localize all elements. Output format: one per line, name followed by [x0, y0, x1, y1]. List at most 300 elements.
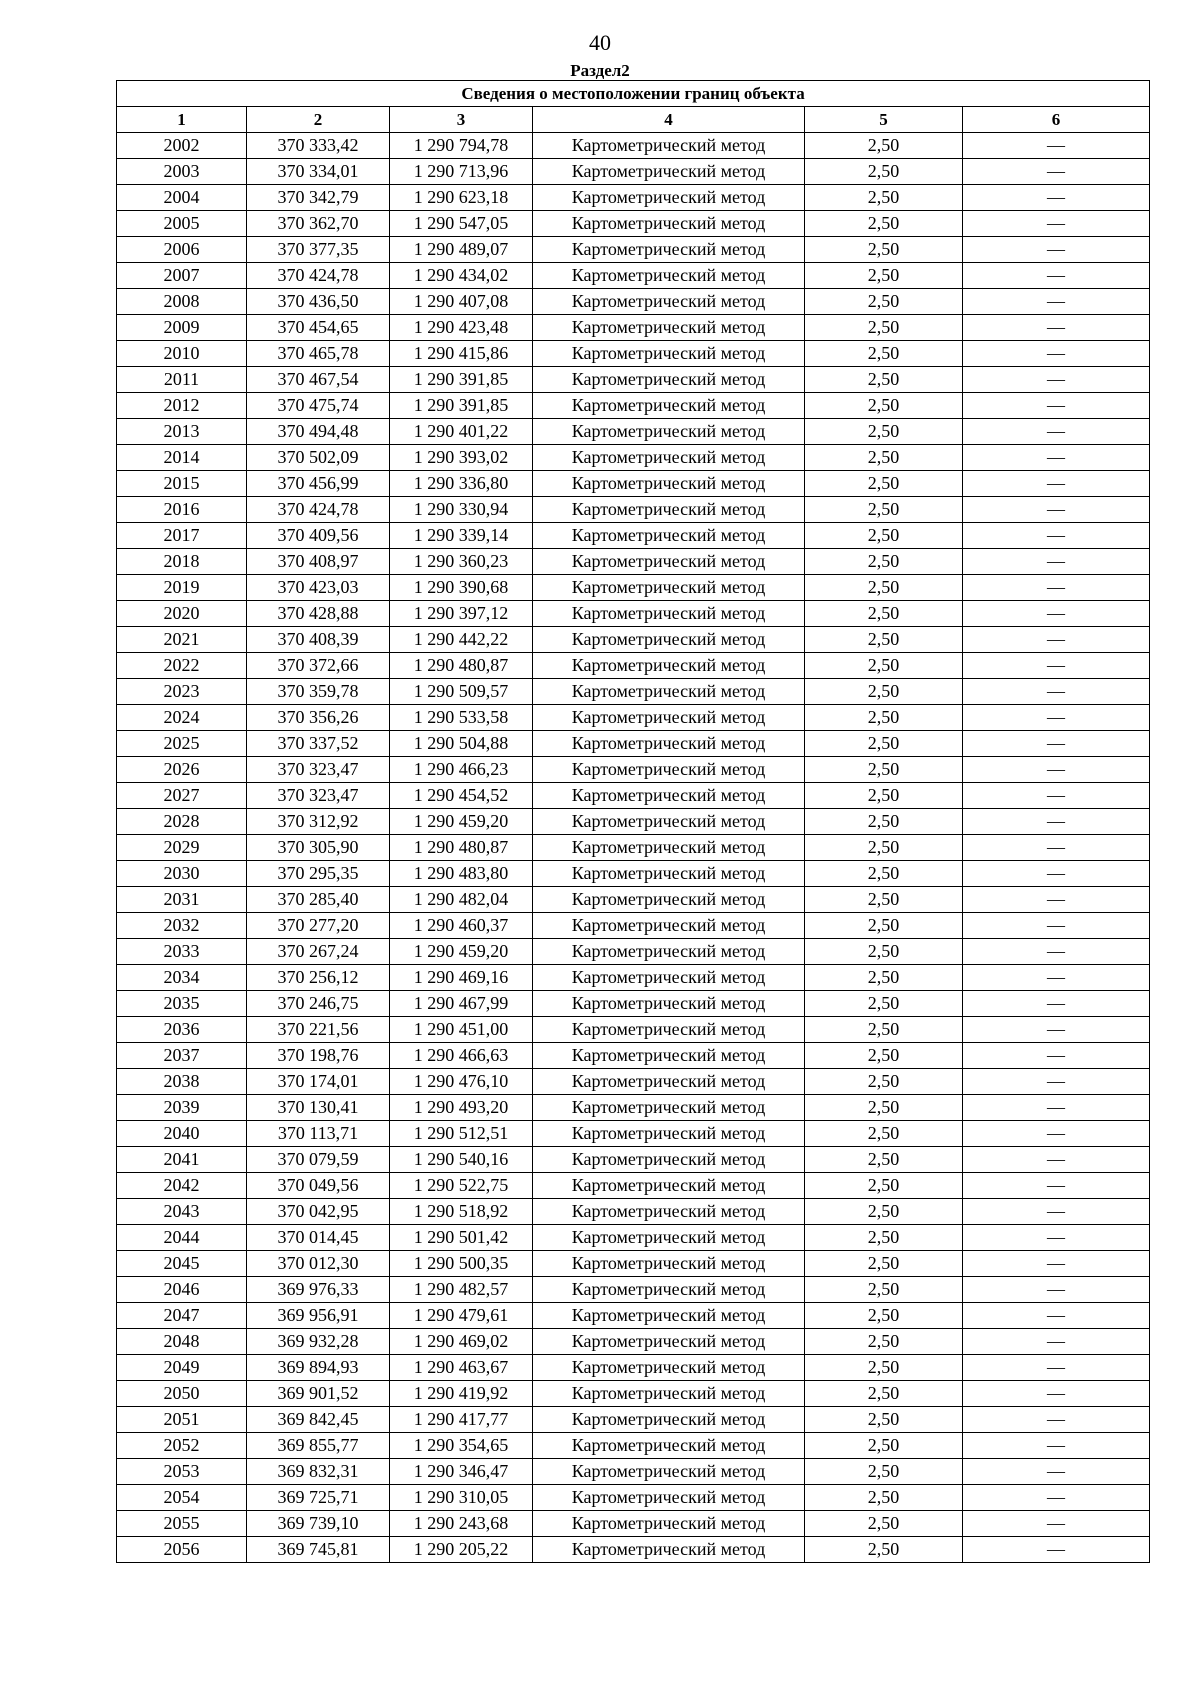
x-coordinate-cell: 370 408,39	[247, 627, 390, 653]
x-coordinate-cell: 370 312,92	[247, 809, 390, 835]
accuracy-cell: 2,50	[805, 1043, 963, 1069]
accuracy-cell: 2,50	[805, 627, 963, 653]
table-row	[117, 1407, 1150, 1433]
x-coordinate-cell: 369 932,28	[247, 1329, 390, 1355]
accuracy-cell: 2,50	[805, 185, 963, 211]
x-coordinate-cell: 369 894,93	[247, 1355, 390, 1381]
point-number-cell: 2051	[117, 1407, 247, 1433]
accuracy-cell: 2,50	[805, 1147, 963, 1173]
method-cell: Картометрический метод	[533, 341, 805, 367]
table-row	[117, 1199, 1150, 1225]
x-coordinate-cell: 369 976,33	[247, 1277, 390, 1303]
table-row	[117, 1173, 1150, 1199]
x-coordinate-cell: 370 049,56	[247, 1173, 390, 1199]
y-coordinate-cell: 1 290 346,47	[390, 1459, 533, 1485]
point-number-cell: 2044	[117, 1225, 247, 1251]
x-coordinate-cell: 369 956,91	[247, 1303, 390, 1329]
x-coordinate-cell: 370 256,12	[247, 965, 390, 991]
accuracy-cell: 2,50	[805, 341, 963, 367]
x-coordinate-cell: 370 221,56	[247, 1017, 390, 1043]
point-number-cell: 2018	[117, 549, 247, 575]
point-number-cell: 2011	[117, 367, 247, 393]
y-coordinate-cell: 1 290 415,86	[390, 341, 533, 367]
method-cell: Картометрический метод	[533, 601, 805, 627]
point-number-cell: 2050	[117, 1381, 247, 1407]
method-cell: Картометрический метод	[533, 965, 805, 991]
column-header: 3	[390, 107, 533, 133]
y-coordinate-cell: 1 290 522,75	[390, 1173, 533, 1199]
method-cell: Картометрический метод	[533, 913, 805, 939]
y-coordinate-cell: 1 290 476,10	[390, 1069, 533, 1095]
point-number-cell: 2046	[117, 1277, 247, 1303]
y-coordinate-cell: 1 290 419,92	[390, 1381, 533, 1407]
accuracy-cell: 2,50	[805, 913, 963, 939]
description-cell: —	[963, 237, 1150, 263]
description-cell: —	[963, 289, 1150, 315]
method-cell: Картометрический метод	[533, 1173, 805, 1199]
x-coordinate-cell: 370 277,20	[247, 913, 390, 939]
x-coordinate-cell: 370 502,09	[247, 445, 390, 471]
method-cell: Картометрический метод	[533, 809, 805, 835]
y-coordinate-cell: 1 290 512,51	[390, 1121, 533, 1147]
table-row	[117, 523, 1150, 549]
description-cell: —	[963, 861, 1150, 887]
accuracy-cell: 2,50	[805, 445, 963, 471]
method-cell: Картометрический метод	[533, 497, 805, 523]
y-coordinate-cell: 1 290 547,05	[390, 211, 533, 237]
x-coordinate-cell: 370 334,01	[247, 159, 390, 185]
method-cell: Картометрический метод	[533, 185, 805, 211]
description-cell: —	[963, 1173, 1150, 1199]
table-row	[117, 1355, 1150, 1381]
method-cell: Картометрический метод	[533, 1147, 805, 1173]
point-number-cell: 2038	[117, 1069, 247, 1095]
description-cell: —	[963, 731, 1150, 757]
table-row	[117, 1485, 1150, 1511]
method-cell: Картометрический метод	[533, 1199, 805, 1225]
point-number-cell: 2004	[117, 185, 247, 211]
method-cell: Картометрический метод	[533, 679, 805, 705]
point-number-cell: 2033	[117, 939, 247, 965]
accuracy-cell: 2,50	[805, 1303, 963, 1329]
method-cell: Картометрический метод	[533, 1225, 805, 1251]
accuracy-cell: 2,50	[805, 757, 963, 783]
table-caption: Сведения о местоположении границ объекта	[117, 81, 1150, 107]
y-coordinate-cell: 1 290 243,68	[390, 1511, 533, 1537]
x-coordinate-cell: 370 130,41	[247, 1095, 390, 1121]
column-header: 1	[117, 107, 247, 133]
table-row	[117, 237, 1150, 263]
description-cell: —	[963, 757, 1150, 783]
description-cell: —	[963, 133, 1150, 159]
accuracy-cell: 2,50	[805, 861, 963, 887]
point-number-cell: 2025	[117, 731, 247, 757]
description-cell: —	[963, 1225, 1150, 1251]
table-caption-row	[117, 81, 1150, 107]
point-number-cell: 2034	[117, 965, 247, 991]
point-number-cell: 2007	[117, 263, 247, 289]
y-coordinate-cell: 1 290 205,22	[390, 1537, 533, 1563]
y-coordinate-cell: 1 290 442,22	[390, 627, 533, 653]
point-number-cell: 2042	[117, 1173, 247, 1199]
x-coordinate-cell: 370 423,03	[247, 575, 390, 601]
table-row	[117, 497, 1150, 523]
table-row	[117, 939, 1150, 965]
description-cell: —	[963, 1537, 1150, 1563]
method-cell: Картометрический метод	[533, 939, 805, 965]
accuracy-cell: 2,50	[805, 1251, 963, 1277]
x-coordinate-cell: 370 337,52	[247, 731, 390, 757]
table-row	[117, 991, 1150, 1017]
method-cell: Картометрический метод	[533, 627, 805, 653]
description-cell: —	[963, 783, 1150, 809]
method-cell: Картометрический метод	[533, 393, 805, 419]
column-header: 2	[247, 107, 390, 133]
method-cell: Картометрический метод	[533, 1095, 805, 1121]
description-cell: —	[963, 445, 1150, 471]
point-number-cell: 2031	[117, 887, 247, 913]
method-cell: Картометрический метод	[533, 159, 805, 185]
method-cell: Картометрический метод	[533, 263, 805, 289]
x-coordinate-cell: 369 739,10	[247, 1511, 390, 1537]
table-row	[117, 341, 1150, 367]
description-cell: —	[963, 705, 1150, 731]
x-coordinate-cell: 370 428,88	[247, 601, 390, 627]
x-coordinate-cell: 370 454,65	[247, 315, 390, 341]
accuracy-cell: 2,50	[805, 393, 963, 419]
accuracy-cell: 2,50	[805, 783, 963, 809]
y-coordinate-cell: 1 290 467,99	[390, 991, 533, 1017]
point-number-cell: 2055	[117, 1511, 247, 1537]
x-coordinate-cell: 370 424,78	[247, 497, 390, 523]
description-cell: —	[963, 965, 1150, 991]
method-cell: Картометрический метод	[533, 861, 805, 887]
accuracy-cell: 2,50	[805, 809, 963, 835]
y-coordinate-cell: 1 290 501,42	[390, 1225, 533, 1251]
point-number-cell: 2012	[117, 393, 247, 419]
point-number-cell: 2029	[117, 835, 247, 861]
point-number-cell: 2026	[117, 757, 247, 783]
method-cell: Картометрический метод	[533, 289, 805, 315]
description-cell: —	[963, 1251, 1150, 1277]
table-row	[117, 1511, 1150, 1537]
method-cell: Картометрический метод	[533, 367, 805, 393]
description-cell: —	[963, 1043, 1150, 1069]
table-header-row	[117, 107, 1150, 133]
y-coordinate-cell: 1 290 459,20	[390, 939, 533, 965]
y-coordinate-cell: 1 290 489,07	[390, 237, 533, 263]
y-coordinate-cell: 1 290 518,92	[390, 1199, 533, 1225]
y-coordinate-cell: 1 290 459,20	[390, 809, 533, 835]
table-row	[117, 1433, 1150, 1459]
table-row	[117, 1069, 1150, 1095]
x-coordinate-cell: 370 246,75	[247, 991, 390, 1017]
description-cell: —	[963, 1485, 1150, 1511]
y-coordinate-cell: 1 290 504,88	[390, 731, 533, 757]
point-number-cell: 2015	[117, 471, 247, 497]
x-coordinate-cell: 370 377,35	[247, 237, 390, 263]
accuracy-cell: 2,50	[805, 1173, 963, 1199]
accuracy-cell: 2,50	[805, 1511, 963, 1537]
description-cell: —	[963, 1095, 1150, 1121]
description-cell: —	[963, 913, 1150, 939]
method-cell: Картометрический метод	[533, 1121, 805, 1147]
method-cell: Картометрический метод	[533, 1069, 805, 1095]
table-row	[117, 367, 1150, 393]
point-number-cell: 2008	[117, 289, 247, 315]
description-cell: —	[963, 1433, 1150, 1459]
accuracy-cell: 2,50	[805, 1381, 963, 1407]
accuracy-cell: 2,50	[805, 653, 963, 679]
y-coordinate-cell: 1 290 397,12	[390, 601, 533, 627]
y-coordinate-cell: 1 290 479,61	[390, 1303, 533, 1329]
table-row	[117, 887, 1150, 913]
y-coordinate-cell: 1 290 469,16	[390, 965, 533, 991]
y-coordinate-cell: 1 290 336,80	[390, 471, 533, 497]
table-row	[117, 1537, 1150, 1563]
description-cell: —	[963, 471, 1150, 497]
x-coordinate-cell: 369 725,71	[247, 1485, 390, 1511]
description-cell: —	[963, 1147, 1150, 1173]
method-cell: Картометрический метод	[533, 1303, 805, 1329]
table-row	[117, 315, 1150, 341]
x-coordinate-cell: 370 475,74	[247, 393, 390, 419]
description-cell: —	[963, 653, 1150, 679]
column-header: 5	[805, 107, 963, 133]
y-coordinate-cell: 1 290 466,23	[390, 757, 533, 783]
accuracy-cell: 2,50	[805, 1485, 963, 1511]
method-cell: Картометрический метод	[533, 1459, 805, 1485]
accuracy-cell: 2,50	[805, 523, 963, 549]
description-cell: —	[963, 523, 1150, 549]
x-coordinate-cell: 370 436,50	[247, 289, 390, 315]
description-cell: —	[963, 263, 1150, 289]
x-coordinate-cell: 370 424,78	[247, 263, 390, 289]
accuracy-cell: 2,50	[805, 1459, 963, 1485]
table-row	[117, 1017, 1150, 1043]
accuracy-cell: 2,50	[805, 835, 963, 861]
description-cell: —	[963, 1277, 1150, 1303]
x-coordinate-cell: 370 079,59	[247, 1147, 390, 1173]
point-number-cell: 2017	[117, 523, 247, 549]
y-coordinate-cell: 1 290 330,94	[390, 497, 533, 523]
table-row	[117, 393, 1150, 419]
accuracy-cell: 2,50	[805, 237, 963, 263]
method-cell: Картометрический метод	[533, 1511, 805, 1537]
accuracy-cell: 2,50	[805, 289, 963, 315]
y-coordinate-cell: 1 290 360,23	[390, 549, 533, 575]
x-coordinate-cell: 370 409,56	[247, 523, 390, 549]
table-row	[117, 1381, 1150, 1407]
point-number-cell: 2016	[117, 497, 247, 523]
point-number-cell: 2003	[117, 159, 247, 185]
point-number-cell: 2048	[117, 1329, 247, 1355]
y-coordinate-cell: 1 290 390,68	[390, 575, 533, 601]
accuracy-cell: 2,50	[805, 1277, 963, 1303]
table-row	[117, 471, 1150, 497]
accuracy-cell: 2,50	[805, 1199, 963, 1225]
point-number-cell: 2053	[117, 1459, 247, 1485]
y-coordinate-cell: 1 290 469,02	[390, 1329, 533, 1355]
y-coordinate-cell: 1 290 310,05	[390, 1485, 533, 1511]
method-cell: Картометрический метод	[533, 1537, 805, 1563]
method-cell: Картометрический метод	[533, 575, 805, 601]
section-title: Раздел2	[570, 61, 630, 80]
x-coordinate-cell: 370 333,42	[247, 133, 390, 159]
description-cell: —	[963, 1303, 1150, 1329]
method-cell: Картометрический метод	[533, 731, 805, 757]
accuracy-cell: 2,50	[805, 705, 963, 731]
x-coordinate-cell: 370 014,45	[247, 1225, 390, 1251]
point-number-cell: 2020	[117, 601, 247, 627]
y-coordinate-cell: 1 290 354,65	[390, 1433, 533, 1459]
accuracy-cell: 2,50	[805, 1355, 963, 1381]
point-number-cell: 2023	[117, 679, 247, 705]
description-cell: —	[963, 627, 1150, 653]
description-cell: —	[963, 1511, 1150, 1537]
method-cell: Картометрический метод	[533, 783, 805, 809]
x-coordinate-cell: 370 174,01	[247, 1069, 390, 1095]
description-cell: —	[963, 1459, 1150, 1485]
point-number-cell: 2021	[117, 627, 247, 653]
description-cell: —	[963, 887, 1150, 913]
y-coordinate-cell: 1 290 500,35	[390, 1251, 533, 1277]
table-row	[117, 133, 1150, 159]
table-row	[117, 1459, 1150, 1485]
boundary-coordinates-table	[116, 80, 1150, 1563]
accuracy-cell: 2,50	[805, 887, 963, 913]
x-coordinate-cell: 370 295,35	[247, 861, 390, 887]
accuracy-cell: 2,50	[805, 731, 963, 757]
accuracy-cell: 2,50	[805, 575, 963, 601]
point-number-cell: 2013	[117, 419, 247, 445]
accuracy-cell: 2,50	[805, 549, 963, 575]
point-number-cell: 2022	[117, 653, 247, 679]
table-row	[117, 731, 1150, 757]
description-cell: —	[963, 1381, 1150, 1407]
method-cell: Картометрический метод	[533, 1433, 805, 1459]
point-number-cell: 2045	[117, 1251, 247, 1277]
description-cell: —	[963, 601, 1150, 627]
method-cell: Картометрический метод	[533, 705, 805, 731]
description-cell: —	[963, 1329, 1150, 1355]
method-cell: Картометрический метод	[533, 1485, 805, 1511]
y-coordinate-cell: 1 290 434,02	[390, 263, 533, 289]
x-coordinate-cell: 370 465,78	[247, 341, 390, 367]
y-coordinate-cell: 1 290 509,57	[390, 679, 533, 705]
accuracy-cell: 2,50	[805, 159, 963, 185]
point-number-cell: 2052	[117, 1433, 247, 1459]
table-row	[117, 757, 1150, 783]
description-cell: —	[963, 679, 1150, 705]
point-number-cell: 2005	[117, 211, 247, 237]
description-cell: —	[963, 991, 1150, 1017]
method-cell: Картометрический метод	[533, 1329, 805, 1355]
point-number-cell: 2028	[117, 809, 247, 835]
table-row	[117, 445, 1150, 471]
point-number-cell: 2037	[117, 1043, 247, 1069]
table-row	[117, 419, 1150, 445]
description-cell: —	[963, 1017, 1150, 1043]
description-cell: —	[963, 367, 1150, 393]
table-row	[117, 653, 1150, 679]
table-body	[117, 133, 1150, 1563]
method-cell: Картометрический метод	[533, 1017, 805, 1043]
point-number-cell: 2030	[117, 861, 247, 887]
table-row	[117, 1329, 1150, 1355]
point-number-cell: 2035	[117, 991, 247, 1017]
column-header: 6	[963, 107, 1150, 133]
y-coordinate-cell: 1 290 407,08	[390, 289, 533, 315]
accuracy-cell: 2,50	[805, 991, 963, 1017]
accuracy-cell: 2,50	[805, 1537, 963, 1563]
x-coordinate-cell: 370 323,47	[247, 757, 390, 783]
y-coordinate-cell: 1 290 393,02	[390, 445, 533, 471]
table-row	[117, 601, 1150, 627]
x-coordinate-cell: 370 113,71	[247, 1121, 390, 1147]
method-cell: Картометрический метод	[533, 419, 805, 445]
y-coordinate-cell: 1 290 339,14	[390, 523, 533, 549]
table-row	[117, 1251, 1150, 1277]
table-row	[117, 1147, 1150, 1173]
description-cell: —	[963, 1069, 1150, 1095]
point-number-cell: 2036	[117, 1017, 247, 1043]
y-coordinate-cell: 1 290 493,20	[390, 1095, 533, 1121]
description-cell: —	[963, 159, 1150, 185]
y-coordinate-cell: 1 290 482,04	[390, 887, 533, 913]
method-cell: Картометрический метод	[533, 757, 805, 783]
y-coordinate-cell: 1 290 713,96	[390, 159, 533, 185]
accuracy-cell: 2,50	[805, 601, 963, 627]
point-number-cell: 2002	[117, 133, 247, 159]
method-cell: Картометрический метод	[533, 133, 805, 159]
x-coordinate-cell: 370 362,70	[247, 211, 390, 237]
description-cell: —	[963, 1407, 1150, 1433]
method-cell: Картометрический метод	[533, 315, 805, 341]
point-number-cell: 2056	[117, 1537, 247, 1563]
y-coordinate-cell: 1 290 533,58	[390, 705, 533, 731]
x-coordinate-cell: 370 267,24	[247, 939, 390, 965]
point-number-cell: 2024	[117, 705, 247, 731]
table-row	[117, 679, 1150, 705]
table-row	[117, 185, 1150, 211]
y-coordinate-cell: 1 290 482,57	[390, 1277, 533, 1303]
y-coordinate-cell: 1 290 451,00	[390, 1017, 533, 1043]
y-coordinate-cell: 1 290 454,52	[390, 783, 533, 809]
description-cell: —	[963, 575, 1150, 601]
method-cell: Картометрический метод	[533, 211, 805, 237]
point-number-cell: 2027	[117, 783, 247, 809]
table-row	[117, 575, 1150, 601]
method-cell: Картометрический метод	[533, 1381, 805, 1407]
x-coordinate-cell: 370 372,66	[247, 653, 390, 679]
y-coordinate-cell: 1 290 794,78	[390, 133, 533, 159]
x-coordinate-cell: 369 745,81	[247, 1537, 390, 1563]
table-row	[117, 1043, 1150, 1069]
x-coordinate-cell: 370 042,95	[247, 1199, 390, 1225]
point-number-cell: 2032	[117, 913, 247, 939]
x-coordinate-cell: 370 494,48	[247, 419, 390, 445]
table-row	[117, 861, 1150, 887]
table-row	[117, 835, 1150, 861]
x-coordinate-cell: 370 408,97	[247, 549, 390, 575]
accuracy-cell: 2,50	[805, 211, 963, 237]
y-coordinate-cell: 1 290 391,85	[390, 393, 533, 419]
y-coordinate-cell: 1 290 391,85	[390, 367, 533, 393]
accuracy-cell: 2,50	[805, 263, 963, 289]
x-coordinate-cell: 370 305,90	[247, 835, 390, 861]
method-cell: Картометрический метод	[533, 887, 805, 913]
